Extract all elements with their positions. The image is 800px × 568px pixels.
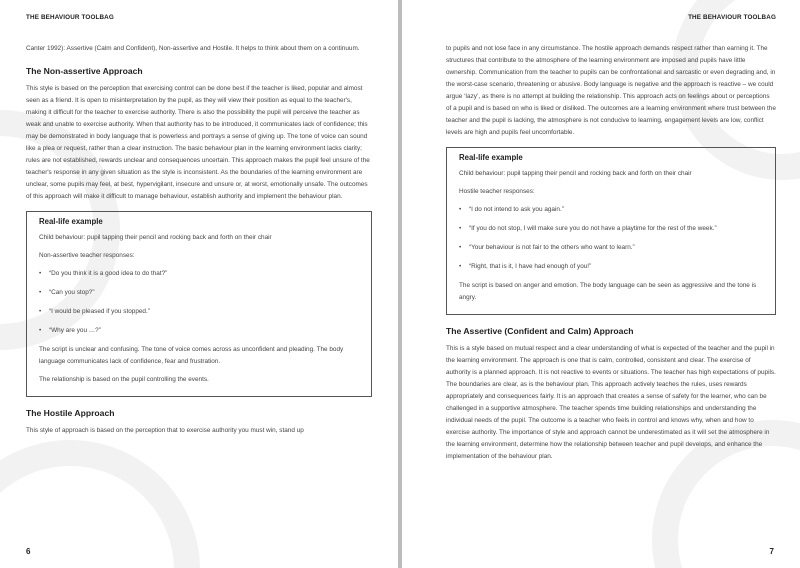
response-text: “Your behaviour is not fair to the others who want to learn.” (469, 244, 635, 251)
assertive-heading: The Assertive (Confident and Calm) Approach (446, 326, 634, 336)
response-list (459, 204, 765, 273)
example-script-note: The script is unclear and confusing. The tone of voice comes across as unconfident and pleading. The body language communicates lack of confidence, fear and frustration. (39, 346, 344, 365)
bullet-icon: • (39, 270, 42, 277)
non-assertive-heading: The Non-assertive Approach (26, 66, 143, 76)
non-assertive-paragraph: This style is based on the perception that exercising control can be done best if the teacher is liked, popular and almost seen as a friend. It is open to misinterpretation by the pupil, as they will view their position as equal to the teacher's, making it difficult for the teacher to exercise authority. There is also the possibility the pupil will perceive the teacher as weak and unable to exercise authority. When that authority has to be introduced, it communicates lack of confidence; this may be demonstrated in body language that is powerless and portrays a sense of giving up. The tone of voice can sound like a plea or request, rather than a clear instruction. The basic behaviour plan in the learning environment lacks clarity; rules are not established, rewards unclear and consequences uncertain. This approach makes the pupil feel unsure of the teacher's response in any given situation as the style is inconsistent. As the boundaries of the learning environment are unclear, some pupils may feel, at best, hypervigilant, insecure and unsure or, at worst, emotionally unsafe. The outcomes of this approach will make it difficult to manage behaviour, establish authority and implement the behaviour plan. (26, 85, 370, 200)
non-assertive-example-box (26, 211, 372, 397)
bullet-icon: • (459, 225, 462, 232)
hostile-example-box (446, 147, 776, 315)
response-text: “I would be pleased if you stopped.” (49, 308, 150, 315)
list-item (459, 261, 765, 273)
right-content (446, 43, 776, 469)
right-page (402, 0, 800, 568)
example-child-behaviour: Child behaviour: pupil tapping their pencil and rocking back and forth on their chair (459, 170, 692, 177)
response-text: “Do you think it is a good idea to do that?” (49, 270, 168, 277)
list-item (459, 242, 765, 254)
response-text: “Right, that is it, I have had enough of you!” (469, 263, 592, 270)
bullet-icon: • (39, 308, 42, 315)
running-head: THE BEHAVIOUR TOOLBAG (688, 14, 776, 21)
response-text: “If you do not stop, I will make sure you do not have a playtime for the rest of the week.” (469, 225, 717, 232)
list-item (459, 223, 765, 235)
list-item (459, 204, 765, 216)
example-title: Real-life example (39, 217, 103, 226)
page-number: 7 (769, 547, 774, 556)
page-number: 6 (26, 547, 31, 556)
response-list (39, 268, 361, 337)
assertive-paragraph: This is a style based on mutual respect and a clear understanding of what is expected of the teacher and the pupil in the learning environment. The approach is one that is calm, controlled, consistent and clear. The exercise of authority is a planned approach. It is not reactive to events or situations. The teacher has high expectations of pupils. The boundaries are clear, as is the behaviour plan. This approach actively teaches the rules, uses rewards appropriately and consequences fairly. It is an approach that creates a sense of safety for the learner, who can be challenged in a supportive atmosphere. The teacher spends time building relationships and understanding the individual needs of the pupil. The outcome is a teacher who feels in control and knows why, when and how to exercise authority. The importance of style and approach cannot be underestimated as it will set the atmosphere in the learning environment, determine how the relationship between teacher and pupil develops, and enhance the implementation of the behaviour plan. (446, 345, 776, 460)
example-script-note: The script is based on anger and emotion. The body language can be seen as aggressive and the tone is angry. (459, 282, 757, 301)
example-title: Real-life example (459, 153, 523, 162)
response-text: “Can you stop?” (49, 289, 95, 296)
hostile-paragraph-start: This style of approach is based on the perception that to exercise authority you must win, stand up (26, 427, 304, 434)
running-head: THE BEHAVIOUR TOOLBAG (26, 14, 114, 21)
list-item (39, 287, 361, 299)
example-child-behaviour: Child behaviour: pupil tapping their pencil and rocking back and forth on their chair (39, 234, 272, 241)
response-text: “I do not intend to ask you again.” (469, 206, 564, 213)
response-text: “Why are you …?” (49, 327, 101, 334)
intro-paragraph: Canter 1992): Assertive (Calm and Confident), Non-assertive and Hostile. It helps to think about them on a continuum. (26, 45, 360, 52)
bullet-icon: • (459, 206, 462, 213)
example-responses-label: Hostile teacher responses: (459, 188, 535, 195)
example-responses-label: Non-assertive teacher responses: (39, 252, 135, 259)
list-item (39, 325, 361, 337)
list-item (39, 306, 361, 318)
bullet-icon: • (39, 289, 42, 296)
hostile-heading: The Hostile Approach (26, 408, 115, 418)
hostile-paragraph-continued: to pupils and not lose face in any circumstance. The hostile approach demands respect rather than earning it. The structures that contribute to the atmosphere of the learning environment are imposed and pupils have little ownership. Communication from the teacher to pupils can be confrontational and sarcastic or even degrading and, in the worst-case scenario, threatening or abusive. Body language is negative and the approach is reactive – we could argue ‘lazy’, as there is no attempt at building the relationship. This approach acts on feelings about or perceptions of a pupil and is based on who is liked or disliked. The outcomes are a learning environment where trust between the teacher and the pupil is lacking, the atmosphere is not conducive to learning, engagement levels are low, conflict levels are high and pupils feel uncomfortable. (446, 45, 776, 136)
bullet-icon: • (459, 263, 462, 270)
left-content (26, 43, 372, 443)
bullet-icon: • (459, 244, 462, 251)
left-page (0, 0, 398, 568)
bullet-icon: • (39, 327, 42, 334)
list-item (39, 268, 361, 280)
example-relationship-note: The relationship is based on the pupil controlling the events. (39, 376, 209, 383)
